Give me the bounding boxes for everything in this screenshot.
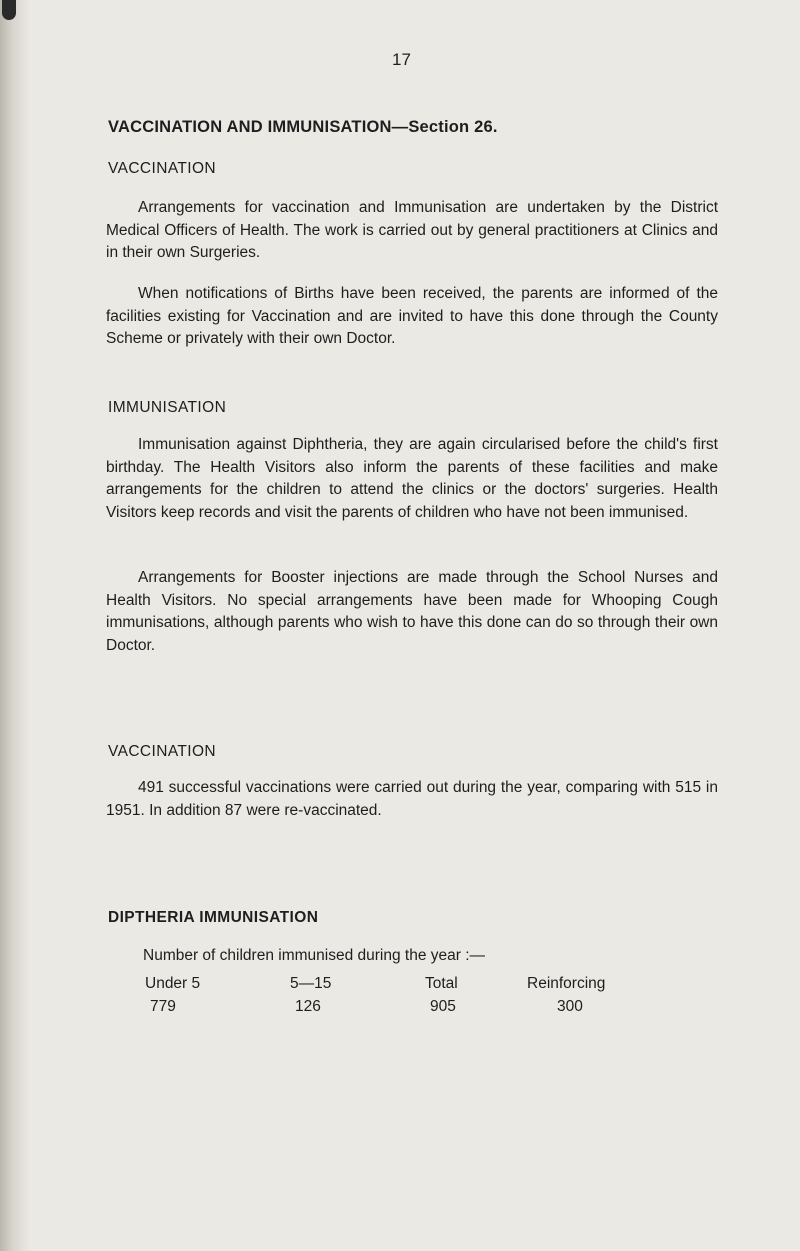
paragraph-booster-injections: Arrangements for Booster injections are made through the School Nurses and Health Visitors. No special arrangements have been made for Whooping Cough immunisations, although parents who wish to have this done can do so through their own Doctor. <box>106 569 718 654</box>
main-heading: VACCINATION AND IMMUNISATION—Section 26. <box>108 118 498 136</box>
section-heading-diptheria-immunisation: DIPTHERIA IMMUNISATION <box>108 909 319 926</box>
paragraph-birth-notifications: When notifications of Births have been received, the parents are informed of the facilities existing for Vaccination and are invited to have this done through the County Scheme or privately with their own Doctor. <box>106 285 718 347</box>
table-header-total: Total <box>425 975 458 992</box>
paragraph-vaccination-count: 491 successful vaccinations were carried out during the year, comparing with 515 in 1951. In addition 87 were re-vaccinated. <box>106 779 718 819</box>
paragraph-vaccination-arrangements: Arrangements for vaccination and Immunisation are undertaken by the District Medical Officers of Health. The work is carried out by general practitioners at Clinics and in their own Surgeries. <box>106 199 718 261</box>
table-header-5-15: 5—15 <box>290 975 332 992</box>
section-heading-immunisation: IMMUNISATION <box>108 399 227 416</box>
section-heading-vaccination-statistics: VACCINATION <box>108 743 217 760</box>
table-header-under-5: Under 5 <box>145 975 201 992</box>
table-header-reinforcing: Reinforcing <box>527 975 606 992</box>
paragraph-diphtheria-immunisation: Immunisation against Diphtheria, they are again circularised before the child's first birthday. The Health Visitors also inform the parents of these facilities and make arrangements for the children to attend the clinics or the doctors' surgeries. Health Visitors keep records and visit the parents of children who have not been immunised. <box>106 436 718 521</box>
table-value-reinforcing: 300 <box>557 998 583 1015</box>
table-value-5-15: 126 <box>295 998 321 1015</box>
table-value-under-5: 779 <box>150 998 176 1015</box>
immunisation-table-intro: Number of children immunised during the year :— <box>143 947 486 964</box>
page-number: 17 <box>392 50 411 69</box>
section-heading-vaccination: VACCINATION <box>108 160 217 177</box>
table-value-total: 905 <box>430 998 456 1015</box>
